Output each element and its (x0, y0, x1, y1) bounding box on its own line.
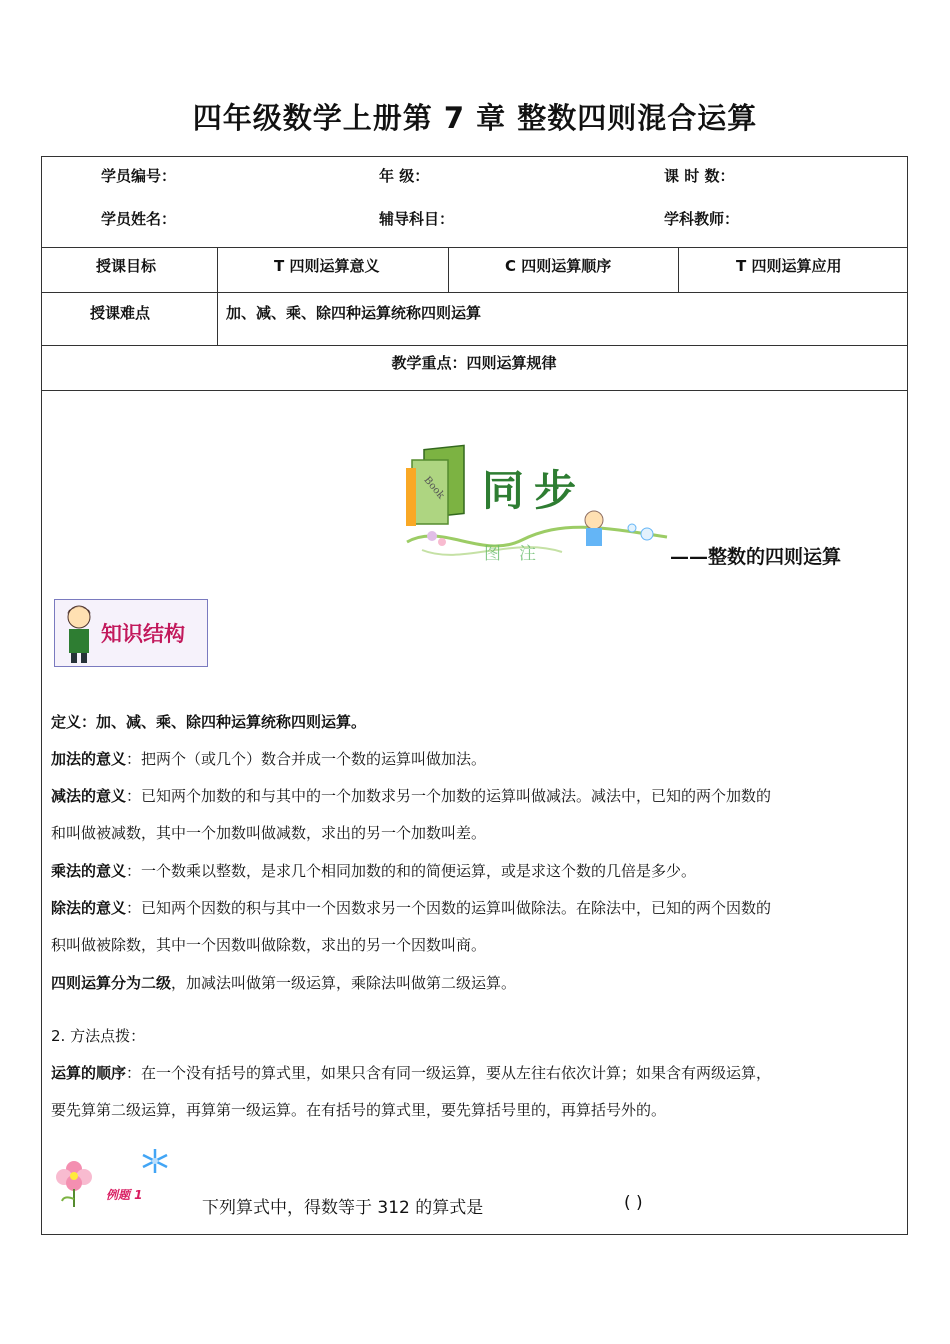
lesson-table (41, 156, 908, 1235)
document-title: 四年级数学上册第 7 章 整数四则混合运算 (192, 101, 758, 135)
objective-item: T 四则运算意义 (274, 257, 380, 275)
teaching-focus: 教学重点：四则运算规律 (391, 354, 557, 372)
banner-small-text: 图注 (484, 544, 554, 564)
student-id-label: 学员编号： (101, 167, 177, 185)
teacher-label: 学科教师： (664, 210, 740, 228)
difficulty-text: 加、减、乘、除四种运算统称四则运算 (226, 304, 482, 322)
sync-banner (402, 442, 672, 567)
operation-order-cont: 要先算第二级运算，再算第一级运算。在有括号的算式里，要先算括号里的，再算括号外的。 (51, 1101, 667, 1119)
multiplication-meaning: 乘法的意义：一个数乘以整数，是求几个相同加数的和的简便运算，或是求这个数的几倍是多少。 (51, 862, 697, 880)
chapter-subtitle: ——整数的四则运算 (670, 546, 842, 568)
difficulty-label: 授课难点 (90, 304, 151, 322)
knowledge-structure-badge (54, 599, 208, 667)
row-divider (42, 292, 907, 293)
column-divider (217, 247, 218, 345)
example-question: 下列算式中，得数等于 312 的算式是 (202, 1198, 484, 1218)
example-label: 例题 1 (106, 1188, 143, 1202)
subtraction-meaning-cont: 和叫做被减数，其中一个加数叫做减数，求出的另一个加数叫差。 (51, 824, 487, 842)
student-name-label: 学员姓名： (101, 210, 177, 228)
flower-icon (50, 1155, 100, 1210)
banner-illustration (402, 442, 672, 567)
method-heading: 2. 方法点拨： (51, 1027, 146, 1045)
subject-label: 辅导科目： (379, 210, 455, 228)
row-divider (42, 345, 907, 346)
book-label: Book (421, 474, 447, 502)
objective-item: T 四则运算应用 (736, 257, 842, 275)
objectives-label: 授课目标 (96, 257, 157, 275)
column-divider (678, 247, 679, 292)
grade-label: 年 级： (379, 167, 430, 185)
row-divider (42, 247, 907, 248)
operation-order: 运算的顺序：在一个没有括号的算式里，如果只含有同一级运算，要从左往右依次计算；如果含有两级运算， (51, 1064, 772, 1082)
subtraction-meaning: 减法的意义：已知两个加数的和与其中的一个加数求另一个加数的运算叫做减法。减法中，已知的两个加数的 (51, 787, 772, 805)
operation-levels: 四则运算分为二级，加减法叫做第一级运算，乘除法叫做第二级运算。 (51, 974, 517, 992)
answer-blank: ( ) (624, 1193, 643, 1213)
row-divider (42, 390, 907, 391)
snowflake-icon (140, 1147, 170, 1175)
lesson-hours-label: 课 时 数： (664, 167, 735, 185)
division-meaning: 除法的意义：已知两个因数的积与其中一个因数求另一个因数的运算叫做除法。在除法中，已知的两个因数的 (51, 899, 772, 917)
division-meaning-cont: 积叫做被除数，其中一个因数叫做除数，求出的另一个因数叫商。 (51, 936, 487, 954)
column-divider (448, 247, 449, 292)
knowledge-structure-title: 知识结构 (101, 621, 185, 646)
definition-text: 定义：加、减、乘、除四种运算统称四则运算。 (51, 713, 367, 731)
student-avatar-icon (59, 602, 99, 664)
banner-big-text: 同步 (482, 466, 587, 515)
addition-meaning: 加法的意义：把两个（或几个）数合并成一个数的运算叫做加法。 (51, 750, 487, 768)
objective-item: C 四则运算顺序 (505, 257, 612, 275)
